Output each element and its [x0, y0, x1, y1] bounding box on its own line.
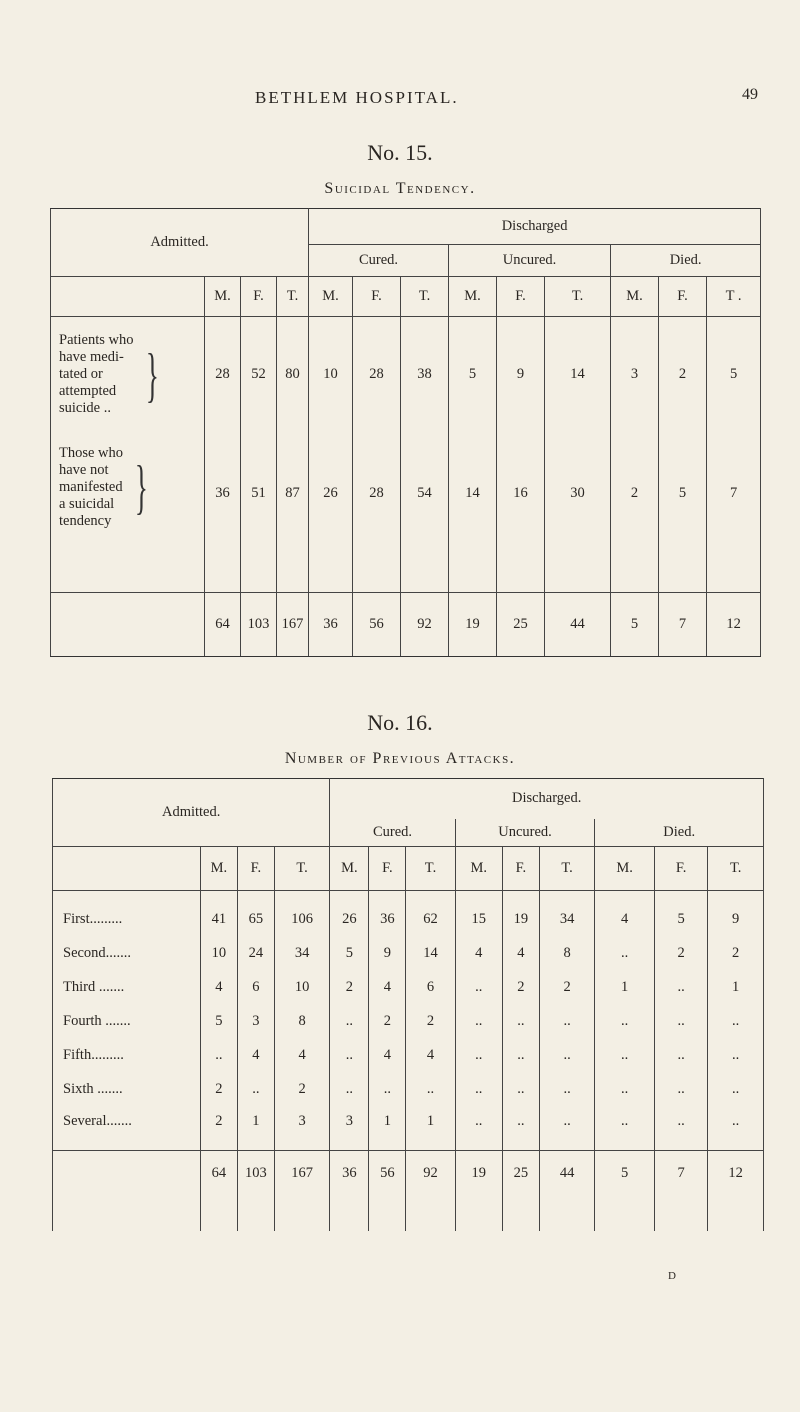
totals-label-blank — [53, 1151, 201, 1231]
cell: 41 — [200, 891, 237, 937]
label-line: suicide .. — [59, 400, 111, 417]
row-label — [51, 317, 205, 433]
cell: 1 — [708, 971, 764, 1005]
cell: 2 — [330, 971, 369, 1005]
cell: 1 — [406, 1107, 455, 1151]
total-cell: 64 — [200, 1151, 237, 1231]
label-line: attempted — [59, 383, 117, 400]
total-cell: 19 — [455, 1151, 502, 1231]
table-row — [53, 937, 764, 971]
cell: .. — [502, 1073, 539, 1107]
cell: 2 — [539, 971, 594, 1005]
cell: 2 — [369, 1005, 406, 1039]
total-cell: 25 — [497, 593, 545, 657]
cell: 2 — [708, 937, 764, 971]
cell: 14 — [545, 317, 611, 433]
cell: 3 — [274, 1107, 330, 1151]
header-m: M. — [611, 277, 659, 317]
total-cell: 103 — [241, 593, 277, 657]
total-cell: 7 — [659, 593, 707, 657]
cell: 2 — [659, 317, 707, 433]
cell: .. — [455, 1039, 502, 1073]
cell: 28 — [205, 317, 241, 433]
cell: 5 — [449, 317, 497, 433]
cell: 6 — [237, 971, 274, 1005]
total-cell: 56 — [369, 1151, 406, 1231]
header-m: M. — [200, 847, 237, 891]
totals-row — [51, 593, 761, 657]
cell: .. — [708, 1005, 764, 1039]
cell: 2 — [274, 1073, 330, 1107]
cell: .. — [654, 1005, 707, 1039]
cell: .. — [708, 1039, 764, 1073]
header-t: T. — [539, 847, 594, 891]
header-t: T. — [401, 277, 449, 317]
table-row — [53, 1005, 764, 1039]
cell: 4 — [455, 937, 502, 971]
cell: .. — [539, 1073, 594, 1107]
signature-mark: D — [668, 1270, 676, 1282]
cell: 34 — [274, 937, 330, 971]
row-label: Second....... — [53, 937, 201, 971]
total-cell: 5 — [595, 1151, 655, 1231]
header-f: F. — [369, 847, 406, 891]
header-m: M. — [205, 277, 241, 317]
header-t: T . — [707, 277, 761, 317]
table-row — [51, 317, 761, 433]
cell: 8 — [274, 1005, 330, 1039]
cell: .. — [654, 1039, 707, 1073]
cell: .. — [502, 1005, 539, 1039]
total-cell: 92 — [406, 1151, 455, 1231]
cell: 54 — [401, 433, 449, 593]
cell: 8 — [539, 937, 594, 971]
row-label: Fourth ....... — [53, 1005, 201, 1039]
header-f: F. — [353, 277, 401, 317]
total-cell: 12 — [708, 1151, 764, 1231]
cell: .. — [595, 1039, 655, 1073]
total-cell: 19 — [449, 593, 497, 657]
label-line: Those who — [59, 444, 124, 461]
cell: .. — [654, 1107, 707, 1151]
cell: .. — [708, 1107, 764, 1151]
cell: 4 — [200, 971, 237, 1005]
cell: .. — [455, 1107, 502, 1151]
table-row — [53, 1039, 764, 1073]
cell: 3 — [237, 1005, 274, 1039]
total-cell: 56 — [353, 593, 401, 657]
cell: .. — [330, 1039, 369, 1073]
header-admitted: Admitted. — [53, 779, 330, 847]
cell: 14 — [449, 433, 497, 593]
cell: 24 — [237, 937, 274, 971]
header-f: F. — [497, 277, 545, 317]
cell: .. — [595, 1107, 655, 1151]
header-t: T. — [545, 277, 611, 317]
cell: .. — [455, 1005, 502, 1039]
header-uncured: Uncured. — [455, 819, 595, 847]
cell: 2 — [654, 937, 707, 971]
row-label: Third ....... — [53, 971, 201, 1005]
header-m: M. — [330, 847, 369, 891]
cell: 10 — [200, 937, 237, 971]
cell: 10 — [274, 971, 330, 1005]
running-head: BETHLEM HOSPITAL. — [255, 88, 459, 107]
cell: 4 — [237, 1039, 274, 1073]
header-discharged: Discharged — [309, 209, 761, 245]
total-cell: 64 — [205, 593, 241, 657]
cell: .. — [595, 1005, 655, 1039]
cell: 28 — [353, 317, 401, 433]
cell: 62 — [406, 891, 455, 937]
cell: 4 — [406, 1039, 455, 1073]
cell: .. — [330, 1073, 369, 1107]
cell: 2 — [200, 1073, 237, 1107]
total-cell: 167 — [277, 593, 309, 657]
cell: .. — [654, 971, 707, 1005]
cell: 9 — [497, 317, 545, 433]
cell: .. — [539, 1107, 594, 1151]
cell: 3 — [330, 1107, 369, 1151]
table-row — [53, 1107, 764, 1151]
label-line: tated or — [59, 366, 103, 383]
header-blank — [53, 847, 201, 891]
label-line: manifested — [59, 478, 123, 495]
cell: 9 — [708, 891, 764, 937]
cell: 34 — [539, 891, 594, 937]
cell: 10 — [309, 317, 353, 433]
row-label: First......... — [53, 891, 201, 937]
table-row — [53, 1073, 764, 1107]
header-admitted: Admitted. — [51, 209, 309, 277]
cell: 26 — [330, 891, 369, 937]
table-15-title: Suicidal Tendency. — [324, 180, 476, 197]
row-label: Fifth......... — [53, 1039, 201, 1073]
header-died: Died. — [611, 245, 761, 277]
page-number: 49 — [742, 86, 758, 103]
cell: .. — [237, 1073, 274, 1107]
cell: 51 — [241, 433, 277, 593]
cell: .. — [455, 971, 502, 1005]
cell: .. — [539, 1005, 594, 1039]
cell: 36 — [205, 433, 241, 593]
brace-mark: } — [145, 341, 159, 408]
total-cell: 12 — [707, 593, 761, 657]
cell: 4 — [274, 1039, 330, 1073]
cell: .. — [406, 1073, 455, 1107]
total-cell: 92 — [401, 593, 449, 657]
cell: 7 — [707, 433, 761, 593]
header-f: F. — [659, 277, 707, 317]
total-cell: 36 — [330, 1151, 369, 1231]
header-f: F. — [241, 277, 277, 317]
table-16-number: No. 16. — [367, 710, 433, 735]
cell: 5 — [200, 1005, 237, 1039]
cell: .. — [539, 1039, 594, 1073]
label-line: have medi- — [59, 349, 124, 366]
cell: 2 — [611, 433, 659, 593]
cell: 4 — [502, 937, 539, 971]
header-cured: Cured. — [309, 245, 449, 277]
total-cell: 36 — [309, 593, 353, 657]
total-cell: 7 — [654, 1151, 707, 1231]
cell: .. — [502, 1107, 539, 1151]
cell: .. — [502, 1039, 539, 1073]
header-m: M. — [455, 847, 502, 891]
label-line: a suicidal — [59, 495, 115, 512]
cell: 4 — [595, 891, 655, 937]
cell: .. — [200, 1039, 237, 1073]
header-uncured: Uncured. — [449, 245, 611, 277]
cell: 4 — [369, 1039, 406, 1073]
header-m: M. — [595, 847, 655, 891]
cell: 1 — [369, 1107, 406, 1151]
label-line: have not — [59, 461, 109, 478]
brace-mark: } — [134, 454, 148, 520]
header-f: F. — [502, 847, 539, 891]
cell: 106 — [274, 891, 330, 937]
cell: 1 — [595, 971, 655, 1005]
cell: .. — [330, 1005, 369, 1039]
table-row — [53, 891, 764, 937]
label-line: tendency — [59, 512, 112, 529]
cell: 80 — [277, 317, 309, 433]
cell: .. — [455, 1073, 502, 1107]
header-cured: Cured. — [330, 819, 455, 847]
totals-label-blank — [51, 593, 205, 657]
cell: .. — [708, 1073, 764, 1107]
cell: 30 — [545, 433, 611, 593]
header-blank — [51, 277, 205, 317]
table-15-number: No. 15. — [367, 140, 433, 165]
row-label: Sixth ....... — [53, 1073, 201, 1107]
row-label: Several....... — [53, 1107, 201, 1151]
table-16 — [52, 778, 764, 1231]
label-line: Patients who — [59, 332, 134, 349]
cell: 15 — [455, 891, 502, 937]
cell: 19 — [502, 891, 539, 937]
cell: 26 — [309, 433, 353, 593]
total-cell: 167 — [274, 1151, 330, 1231]
table-15 — [50, 208, 761, 657]
totals-row — [53, 1151, 764, 1231]
cell: 1 — [237, 1107, 274, 1151]
cell: .. — [654, 1073, 707, 1107]
header-f: F. — [654, 847, 707, 891]
header-discharged: Discharged. — [330, 779, 764, 819]
total-cell: 103 — [237, 1151, 274, 1231]
header-t: T. — [274, 847, 330, 891]
total-cell: 44 — [539, 1151, 594, 1231]
cell: 2 — [502, 971, 539, 1005]
cell: 6 — [406, 971, 455, 1005]
cell: 5 — [654, 891, 707, 937]
header-m: M. — [309, 277, 353, 317]
cell: 36 — [369, 891, 406, 937]
total-cell: 44 — [545, 593, 611, 657]
table-row — [51, 433, 761, 593]
cell: 65 — [237, 891, 274, 937]
header-t: T. — [708, 847, 764, 891]
cell: 2 — [200, 1107, 237, 1151]
total-cell: 5 — [611, 593, 659, 657]
cell: 16 — [497, 433, 545, 593]
header-f: F. — [237, 847, 274, 891]
table-row — [53, 971, 764, 1005]
cell: 5 — [659, 433, 707, 593]
cell: .. — [595, 937, 655, 971]
total-cell: 25 — [502, 1151, 539, 1231]
header-t: T. — [406, 847, 455, 891]
header-m: M. — [449, 277, 497, 317]
cell: 5 — [330, 937, 369, 971]
header-t: T. — [277, 277, 309, 317]
cell: 87 — [277, 433, 309, 593]
cell: 9 — [369, 937, 406, 971]
cell: 3 — [611, 317, 659, 433]
cell: 52 — [241, 317, 277, 433]
row-label — [51, 433, 205, 593]
cell: 28 — [353, 433, 401, 593]
cell: .. — [369, 1073, 406, 1107]
cell: 14 — [406, 937, 455, 971]
cell: .. — [595, 1073, 655, 1107]
cell: 38 — [401, 317, 449, 433]
cell: 4 — [369, 971, 406, 1005]
cell: 5 — [707, 317, 761, 433]
header-died: Died. — [595, 819, 764, 847]
cell: 2 — [406, 1005, 455, 1039]
table-16-title: Number of Previous Attacks. — [284, 750, 516, 767]
